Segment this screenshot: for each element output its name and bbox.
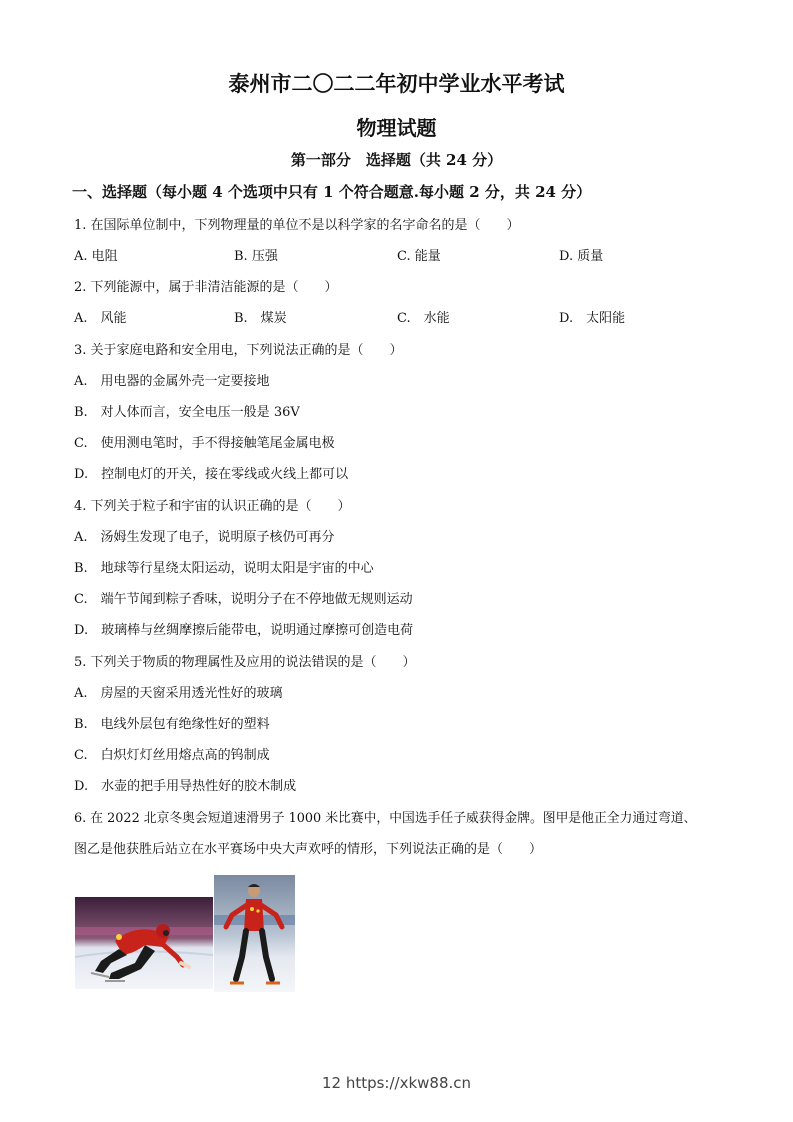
page-subtitle: 物理试题 [356, 116, 437, 140]
question-1-option-c: C. 能量 [397, 249, 441, 264]
question-4-option-a: A. 汤姆生发现了电子，说明原子核仍可再分 [74, 530, 335, 545]
question-2-stem: 2. 下列能源中，属于非清洁能源的是（ ） [74, 280, 338, 295]
question-4-option-b: B. 地球等行星绕太阳运动，说明太阳是宇宙的中心 [74, 561, 374, 576]
figure-yi-drawing [214, 875, 295, 992]
question-1-option-b: B. 压强 [234, 249, 278, 264]
question-3-option-b: B. 对人体而言，安全电压一般是 36V [74, 405, 300, 420]
question-3-option-a: A. 用电器的金属外壳一定要接地 [74, 374, 270, 389]
question-1-option-a: A. 电阻 [74, 249, 118, 264]
question-1-stem: 1. 在国际单位制中，下列物理量的单位不是以科学家的名字命名的是（ ） [74, 218, 520, 233]
question-3-option-c: C. 使用测电笔时，手不得接触笔尾金属电极 [74, 436, 335, 451]
question-4-stem: 4. 下列关于粒子和宇宙的认识正确的是（ ） [74, 499, 351, 514]
question-2-option-b: B. 煤炭 [234, 311, 287, 326]
section-heading: 一、选择题（每小题 4 个选项中只有 1 个符合题意.每小题 2 分，共 24 分） [72, 183, 592, 201]
question-2-option-d: D. 太阳能 [559, 311, 626, 326]
question-5-option-a: A. 房屋的天窗采用透光性好的玻璃 [74, 686, 283, 701]
figure-jia-skater-cornering [75, 897, 213, 989]
question-2-option-a: A. 风能 [74, 311, 127, 326]
question-3-option-d: D. 控制电灯的开关，接在零线或火线上都可以 [74, 467, 349, 482]
question-3-stem: 3. 关于家庭电路和安全用电，下列说法正确的是（ ） [74, 343, 403, 358]
question-2-option-c: C. 水能 [397, 311, 450, 326]
question-1-option-d: D. 质量 [559, 249, 604, 264]
question-5-option-c: C. 白炽灯灯丝用熔点高的钨制成 [74, 748, 270, 763]
question-6-stem-line-2: 图乙是他获胜后站立在水平赛场中央大声欢呼的情形，下列说法正确的是（ ） [74, 842, 543, 857]
part-heading: 第一部分 选择题（共 24 分） [290, 151, 503, 169]
question-4-option-d: D. 玻璃棒与丝绸摩擦后能带电，说明通过摩擦可创造电荷 [74, 623, 414, 638]
question-5-option-d: D. 水壶的把手用导热性好的胶木制成 [74, 779, 297, 794]
figure-jia-drawing [75, 897, 213, 989]
page-footer: 12 https://xkw88.cn [321, 1074, 472, 1092]
question-4-option-c: C. 端午节闻到粽子香味，说明分子在不停地做无规则运动 [74, 592, 413, 607]
figure-yi-skater-celebrating [214, 875, 295, 992]
question-5-option-b: B. 电线外层包有绝缘性好的塑料 [74, 717, 270, 732]
question-5-stem: 5. 下列关于物质的物理属性及应用的说法错误的是（ ） [74, 655, 416, 670]
question-6-stem-line-1: 6. 在 2022 北京冬奥会短道速滑男子 1000 米比赛中，中国选手任子威获得金牌。图甲是他正全力通过弯道、 [74, 811, 697, 826]
page-title: 泰州市二〇二二年初中学业水平考试 [228, 71, 565, 96]
